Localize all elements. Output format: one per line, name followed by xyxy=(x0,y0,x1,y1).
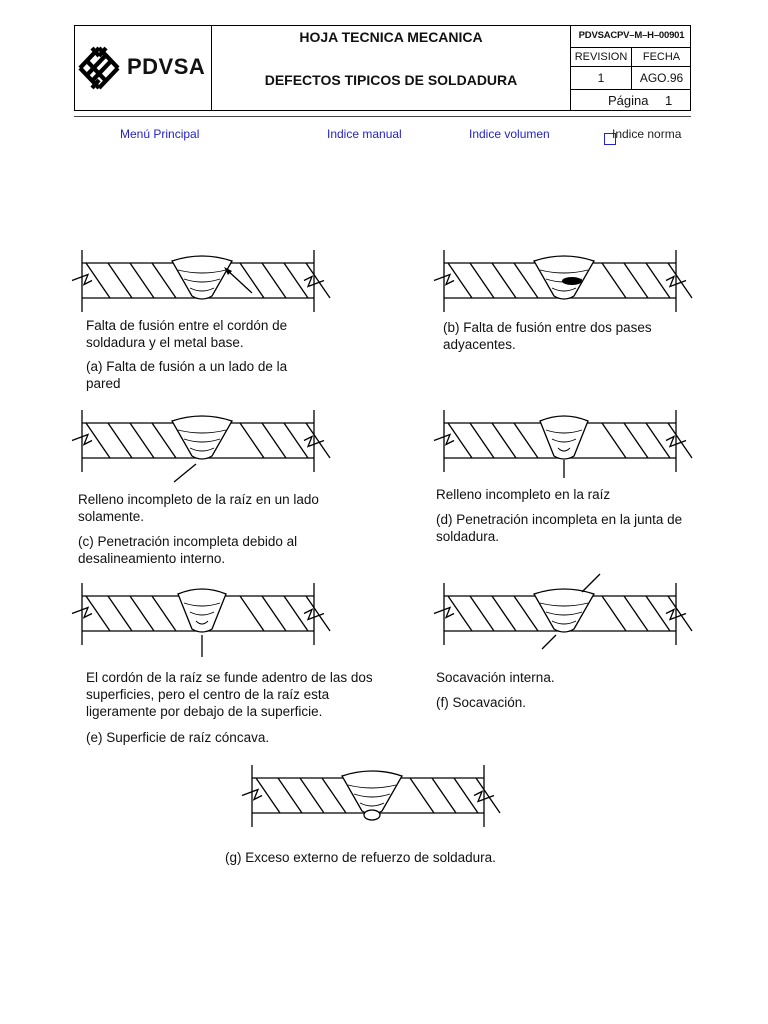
hatch-line xyxy=(624,423,648,458)
hatch-line xyxy=(514,596,538,631)
hatch-line xyxy=(306,596,330,631)
hatch-line xyxy=(108,596,132,631)
caption-a-title: (a) Falta de fusión a un lado de la pared xyxy=(86,359,288,391)
indice-volumen-link[interactable]: Indice volumen xyxy=(469,127,550,141)
hatch-line xyxy=(432,778,456,813)
hatch-line xyxy=(108,423,132,458)
hatch-line xyxy=(492,423,516,458)
caption-g-title: (g) Exceso externo de refuerzo de soldadura. xyxy=(225,850,496,865)
header-rule xyxy=(74,116,691,117)
hatch-line xyxy=(86,596,110,631)
weld-figure-b xyxy=(432,245,692,305)
hatch-line xyxy=(240,596,264,631)
indice-norma-link[interactable]: Indice norma xyxy=(612,127,682,141)
pointer-line xyxy=(582,574,600,592)
pointer-line xyxy=(542,635,556,649)
caption-f-title: (f) Socavación. xyxy=(436,695,527,710)
logo-text: PDVSA xyxy=(127,54,206,79)
hatch-line xyxy=(86,423,110,458)
pagina-value: 1 xyxy=(665,93,673,108)
header-divider xyxy=(571,89,691,90)
fecha-value: AGO.96 xyxy=(639,71,684,85)
hatch-line xyxy=(470,423,494,458)
weld-bead xyxy=(534,589,594,632)
weld-bead xyxy=(540,416,588,459)
hatch-line xyxy=(668,423,692,458)
hatch-line xyxy=(448,423,472,458)
revision-label: REVISION xyxy=(574,51,628,63)
hatch-line xyxy=(602,423,626,458)
hatch-line xyxy=(108,263,132,298)
hatch-line xyxy=(262,596,286,631)
weld-bead xyxy=(534,256,594,299)
hatch-line xyxy=(448,263,472,298)
fecha-label: FECHA xyxy=(642,51,681,63)
pagina-label: Página xyxy=(608,93,649,108)
hatch-line xyxy=(262,423,286,458)
menu-principal-link[interactable]: Menú Principal xyxy=(120,127,200,141)
weld-bead xyxy=(172,256,232,299)
hatch-line xyxy=(624,263,648,298)
hatch-line xyxy=(410,778,434,813)
hatch-line xyxy=(240,423,264,458)
caption-f-description: Socavación interna. xyxy=(436,670,555,685)
caption-b-title: (b) Falta de fusión entre dos pases adyacentes. xyxy=(443,320,652,352)
page-title: HOJA TECNICA MECANICA xyxy=(299,29,483,45)
weld-bead xyxy=(178,589,226,632)
hatch-line xyxy=(152,263,176,298)
weld-figure-a xyxy=(70,245,330,305)
hatch-line xyxy=(448,596,472,631)
hatch-line xyxy=(278,778,302,813)
weld-bead xyxy=(342,771,402,814)
pdvsa-logo-icon xyxy=(76,44,122,92)
weld-figure-c xyxy=(70,405,330,485)
root-reinforcement xyxy=(364,810,380,820)
hatch-line xyxy=(624,596,648,631)
hatch-line xyxy=(322,778,346,813)
caption-d-title: (d) Penetración incompleta en la junta de soldadura. xyxy=(436,512,683,544)
caption-e-description: El cordón de la raíz se funde adentro de las dos superficies, pero el centro de la raíz esta ligeramente por debajo de la superficie. xyxy=(86,670,373,719)
hatch-line xyxy=(130,423,154,458)
hatch-line xyxy=(668,263,692,298)
hatch-line xyxy=(514,423,538,458)
weld-figure-d xyxy=(432,405,692,485)
hatch-line xyxy=(602,596,626,631)
hatch-line xyxy=(492,596,516,631)
hatch-line xyxy=(262,263,286,298)
caption-a-description: Falta de fusión entre el cordón de soldadura y el metal base. xyxy=(86,318,288,350)
weld-figure-f xyxy=(432,578,692,658)
hatch-line xyxy=(668,596,692,631)
hatch-line xyxy=(306,263,330,298)
weld-figure-g xyxy=(240,760,500,840)
hatch-line xyxy=(130,263,154,298)
caption-e-title: (e) Superficie de raíz cóncava. xyxy=(86,730,270,745)
header-divider xyxy=(570,25,571,111)
hatch-line xyxy=(470,596,494,631)
hatch-line xyxy=(256,778,280,813)
weld-bead xyxy=(172,416,232,459)
caption-c-title: (c) Penetración incompleta debido al desalineamiento interno. xyxy=(78,534,298,566)
pointer-line xyxy=(174,464,196,482)
hatch-line xyxy=(86,263,110,298)
hatch-line xyxy=(602,263,626,298)
weld-figure-e xyxy=(70,578,330,658)
defect-mark xyxy=(562,277,582,285)
hatch-line xyxy=(152,423,176,458)
hatch-line xyxy=(152,596,176,631)
caption-d-description: Relleno incompleto en la raíz xyxy=(436,487,611,502)
hatch-line xyxy=(514,263,538,298)
hatch-line xyxy=(476,778,500,813)
hatch-line xyxy=(306,423,330,458)
indice-manual-link[interactable]: Indice manual xyxy=(327,127,402,141)
hatch-line xyxy=(130,596,154,631)
caption-c-description: Relleno incompleto de la raíz en un lado solamente. xyxy=(78,492,319,524)
hatch-line xyxy=(470,263,494,298)
revision-value: 1 xyxy=(597,71,605,85)
hatch-line xyxy=(492,263,516,298)
document-code: PDVSACPV–M–H–00901 xyxy=(578,30,685,41)
hatch-line xyxy=(300,778,324,813)
page-subtitle: DEFECTOS TIPICOS DE SOLDADURA xyxy=(264,72,518,88)
